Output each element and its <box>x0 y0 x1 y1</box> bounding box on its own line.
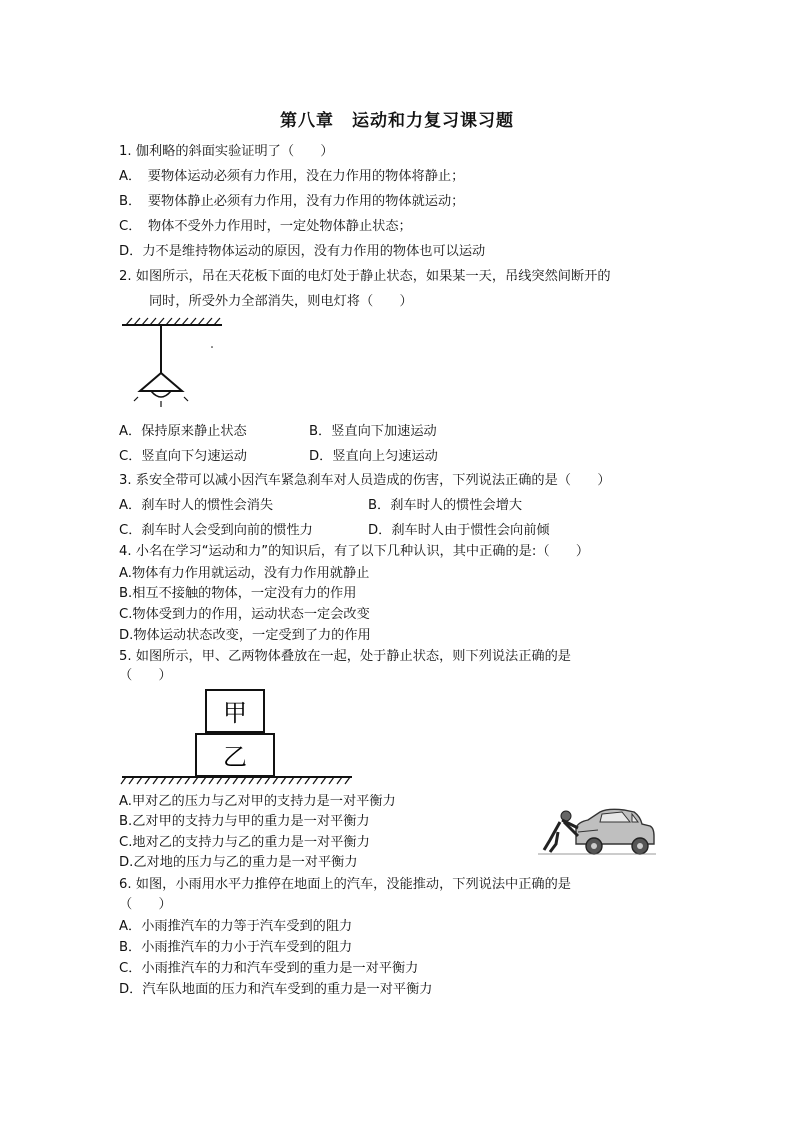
q3-option-a: A．刹车时人的惯性会消失 <box>119 498 274 513</box>
hanging-lamp-figure <box>118 315 228 415</box>
block-yi-label: 乙 <box>223 743 247 771</box>
q1-stem: 1. 伽利略的斜面实验证明了（ ） <box>119 144 334 159</box>
q4-option-a: A.物体有力作用就运动，没有力作用就静止 <box>119 566 370 581</box>
q2-option-d: D．竖直向上匀速运动 <box>309 449 438 464</box>
q3-option-d: D．刹车时人由于惯性会向前倾 <box>368 523 550 538</box>
block-jia-label: 甲 <box>223 699 247 727</box>
q6-stem: 6. 如图，小雨用水平力推停在地面上的汽车，没能推动，下列说法中正确的是 <box>119 877 571 892</box>
q2-stem-cont: 同时，所受外力全部消失，则电灯将（ ） <box>149 294 413 309</box>
q2-option-c: C．竖直向下匀速运动 <box>119 449 247 464</box>
q5-stem-cont: （ ） <box>119 668 172 683</box>
q3-stem: 3. 系安全带可以减小因汽车紧急刹车对人员造成的伤害，下列说法正确的是（ ） <box>119 473 611 488</box>
q6-option-b: B．小雨推汽车的力小于汽车受到的阻力 <box>119 940 353 955</box>
q4-option-b: B.相互不接触的物体，一定没有力的作用 <box>119 586 357 601</box>
q5-option-d: D.乙对地的压力与乙的重力是一对平衡力 <box>119 855 358 870</box>
q3-option-c: C．刹车时人会受到向前的惯性力 <box>119 523 313 538</box>
q5-stem: 5. 如图所示，甲、乙两物体叠放在一起，处于静止状态，则下列说法正确的是 <box>119 649 571 664</box>
q2-option-a: A．保持原来静止状态 <box>119 424 247 439</box>
q6-option-d: D．汽车队地面的压力和汽车受到的重力是一对平衡力 <box>119 982 433 997</box>
q5-option-c: C.地对乙的支持力与乙的重力是一对平衡力 <box>119 835 370 850</box>
q5-option-b: B.乙对甲的支持力与甲的重力是一对平衡力 <box>119 814 370 829</box>
q4-stem: 4. 小名在学习“运动和力”的知识后，有了以下几种认识，其中正确的是:（ ） <box>119 544 590 559</box>
person-pushing-car-figure <box>538 806 658 858</box>
q6-stem-cont: （ ） <box>119 897 172 912</box>
q6-option-c: C．小雨推汽车的力和汽车受到的重力是一对平衡力 <box>119 961 419 976</box>
page-title: 第八章 运动和力复习课习题 <box>280 111 514 131</box>
q1-option-c: C． 物体不受外力作用时，一定处物体静止状态； <box>119 219 412 234</box>
q4-option-d: D.物体运动状态改变，一定受到了力的作用 <box>119 628 371 643</box>
q6-option-a: A．小雨推汽车的力等于汽车受到的阻力 <box>119 919 353 934</box>
stacked-blocks-figure <box>118 688 358 788</box>
q1-option-b: B． 要物体静止必须有力作用，没有力作用的物体就运动； <box>119 194 465 209</box>
q4-option-c: C.物体受到力的作用，运动状态一定会改变 <box>119 607 370 622</box>
q5-option-a: A.甲对乙的压力与乙对甲的支持力是一对平衡力 <box>119 794 396 809</box>
q1-option-a: A． 要物体运动必须有力作用，没在力作用的物体将静止； <box>119 169 465 184</box>
q2-stem: 2. 如图所示，吊在天花板下面的电灯处于静止状态，如果某一天，吊线突然间断开的 <box>119 269 611 284</box>
q3-option-b: B．刹车时人的惯性会增大 <box>368 498 523 513</box>
q1-option-d: D．力不是维持物体运动的原因，没有力作用的物体也可以运动 <box>119 244 486 259</box>
q2-option-b: B．竖直向下加速运动 <box>309 424 437 439</box>
